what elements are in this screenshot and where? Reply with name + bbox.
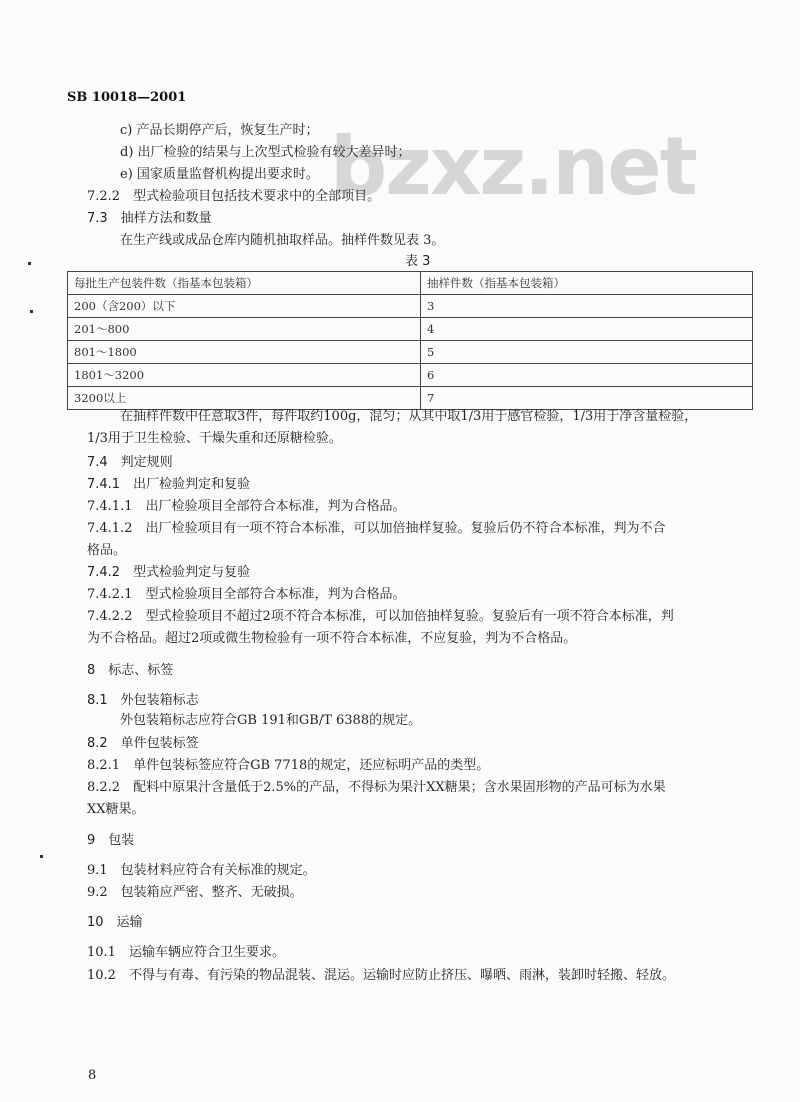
page-number: 8: [88, 1068, 97, 1083]
clause-9-1: 9.1 包装材料应符合有关标准的规定。: [87, 863, 316, 878]
heading-7-4-1: 7.4.1 出厂检验判定和复验: [87, 477, 251, 492]
heading-7-3: 7.3 抽样方法和数量: [87, 211, 212, 226]
table-cell: 6: [421, 364, 753, 387]
table-row: [68, 364, 753, 387]
sampling-table: [67, 271, 753, 410]
table-cell: 1801～3200: [68, 364, 421, 387]
clause-7-2-2: 7.2.2 型式检验项目包括技术要求中的全部项目。: [87, 189, 381, 204]
paragraph-7-3: 在生产线或成品仓库内随机抽取样品。抽样件数见表 3。: [120, 233, 445, 248]
table-cell: 7: [421, 387, 753, 410]
table-cell: 5: [421, 341, 753, 364]
list-item-e: e) 国家质量监督机构提出要求时。: [120, 167, 319, 182]
clause-7-4-1-1: 7.4.1.1 出厂检验项目全部符合本标准，判为合格品。: [87, 499, 406, 514]
heading-8-2: 8.2 单件包装标签: [87, 736, 199, 751]
table-row: [68, 318, 753, 341]
clause-10-1: 10.1 运输车辆应符合卫生要求。: [87, 945, 285, 960]
table-header-row: [68, 272, 753, 295]
heading-8: 8 标志、标签: [87, 663, 174, 678]
heading-10: 10 运输: [87, 915, 143, 930]
heading-7-4: 7.4 判定规则: [87, 455, 173, 470]
scan-speck: [28, 262, 31, 265]
clause-8-2-2: 8.2.2 配料中原果汁含量低于2.5%的产品，不得标为果汁XX糖果；含水果固形物的产品可标为水果: [87, 780, 666, 795]
paragraph-sampling-line2: 1/3用于卫生检验、干燥失重和还原糖检验。: [87, 431, 342, 446]
table-cell: 3: [421, 295, 753, 318]
clause-8-2-2-cont: XX糖果。: [87, 802, 145, 817]
heading-8-1: 8.1 外包装箱标志: [87, 693, 199, 708]
clause-10-2: 10.2 不得与有毒、有污染的物品混装、混运。运输时应防止挤压、曝晒、雨淋，装卸时轻搬、轻放。: [87, 968, 675, 983]
table-cell: 3200以上: [68, 387, 421, 410]
list-item-c: c) 产品长期停产后，恢复生产时；: [120, 123, 319, 138]
table-row: [68, 387, 753, 410]
scan-speck: [30, 310, 33, 313]
watermark: bzxz.net: [330, 120, 696, 213]
table-caption-text: 表 3: [405, 254, 431, 269]
clause-7-4-1-2: 7.4.1.2 出厂检验项目有一项不符合本标准，可以加倍抽样复验。复验后仍不符合本标准，判为不合: [87, 521, 666, 536]
clause-7-4-1-2-cont: 格品。: [87, 543, 127, 558]
clause-9-2: 9.2 包装箱应严密、整齐、无破损。: [87, 885, 303, 900]
clause-7-4-2-1: 7.4.2.1 型式检验项目全部符合本标准，判为合格品。: [87, 587, 406, 602]
paragraph-sampling-line1: 在抽样件数中任意取3件，每件取约100g，混匀；从其中取1/3用于感官检验，1/3用于净含量检验，: [120, 409, 698, 424]
table-header-cell: 抽样件数（指基本包装箱）: [421, 272, 753, 295]
heading-9: 9 包装: [87, 833, 135, 848]
scan-speck: [40, 855, 43, 858]
table-header-cell: 每批生产包装件数（指基本包装箱）: [68, 272, 421, 295]
table-cell: 200（含200）以下: [68, 295, 421, 318]
table-cell: 801～1800: [68, 341, 421, 364]
table-cell: 4: [421, 318, 753, 341]
clause-8-2-1: 8.2.1 单件包装标签应符合GB 7718的规定，还应标明产品的类型。: [87, 758, 490, 773]
clause-7-4-2-2: 7.4.2.2 型式检验项目不超过2项不符合本标准，可以加倍抽样复验。复验后有一项不符合本标准，判: [87, 609, 674, 624]
table-row: [68, 341, 753, 364]
paragraph-8-1: 外包装箱标志应符合GB 191和GB/T 6388的规定。: [120, 713, 422, 728]
table-cell: 201～800: [68, 318, 421, 341]
heading-7-4-2: 7.4.2 型式检验判定与复验: [87, 565, 251, 580]
clause-7-4-2-2-cont: 为不合格品。超过2项或微生物检验有一项不符合本标准，不应复验，判为不合格品。: [87, 631, 577, 646]
document-header: SB 10018—2001: [67, 90, 187, 105]
table-row: [68, 295, 753, 318]
list-item-d: d) 出厂检验的结果与上次型式检验有较大差异时；: [120, 145, 411, 160]
